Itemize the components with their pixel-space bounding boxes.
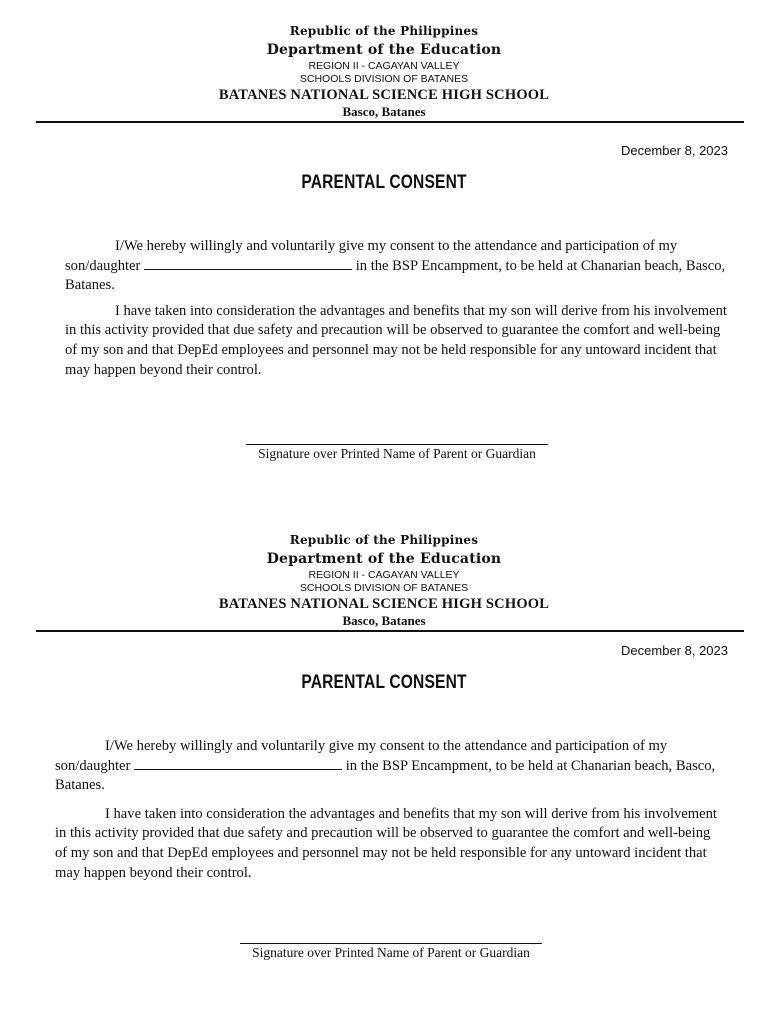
department-line: Department of the Education <box>266 42 502 58</box>
consent-paragraph-2: I have taken into consideration the advantages and benefits that my son will derive from his involvement in this activity provided that due safety and precaution will be observed to guarantee the comfort and well-being of my son and that DepEd employees and personnel may not be held responsible for any untoward incident that may happen beyond their control. <box>65 302 727 378</box>
consent-paragraph-2: I have taken into consideration the advantages and benefits that my son will derive from his involvement in this activity provided that due safety and precaution will be observed to guarantee the comfort and well-being of my son and that DepEd employees and personnel may not be held responsible for any untoward incident that may happen beyond their control. <box>55 805 717 881</box>
child-name-blank[interactable] <box>134 757 342 770</box>
consent-paragraph-1 <box>65 237 735 296</box>
form-title: PARENTAL CONSENT <box>301 672 467 693</box>
division-line: SCHOOLS DIVISION OF BATANES <box>299 73 469 85</box>
division-line: SCHOOLS DIVISION OF BATANES <box>299 582 469 594</box>
letter-date: December 8, 2023 <box>621 643 728 658</box>
consent-paragraph-1 <box>55 737 725 796</box>
school-location: Basco, Batanes <box>342 613 426 628</box>
consent-body <box>55 737 725 883</box>
letterhead <box>0 531 768 629</box>
consent-body <box>65 237 735 380</box>
letterhead <box>0 22 768 120</box>
header-divider <box>36 630 744 632</box>
school-name: BATANES NATIONAL SCIENCE HIGH SCHOOL <box>218 596 550 612</box>
consent-text-end: in the BSP Encampment, to be held at Chanarian beach, Basco, Batanes. <box>55 757 716 794</box>
department-line: Department of the Education <box>266 551 502 567</box>
region-line: REGION II - CAGAYAN VALLEY <box>308 569 460 581</box>
signature-line[interactable] <box>240 943 542 944</box>
consent-text-start: I/We hereby willingly and voluntarily give my consent to the attendance and participation of my son/daughter <box>55 738 668 774</box>
school-name: BATANES NATIONAL SCIENCE HIGH SCHOOL <box>218 87 550 103</box>
school-location: Basco, Batanes <box>342 104 426 119</box>
signature-label: Signature over Printed Name of Parent or Guardian <box>258 446 536 461</box>
consent-text-end: in the BSP Encampment, to be held at Chanarian beach, Basco, Batanes. <box>65 257 726 294</box>
letter-date: December 8, 2023 <box>621 143 728 158</box>
form-title: PARENTAL CONSENT <box>301 172 467 193</box>
signature-label: Signature over Printed Name of Parent or Guardian <box>252 945 530 960</box>
republic-line: Republic of the Philippines <box>289 533 479 547</box>
republic-line: Republic of the Philippines <box>289 24 479 38</box>
region-line: REGION II - CAGAYAN VALLEY <box>308 60 460 72</box>
child-name-blank[interactable] <box>144 257 352 270</box>
header-divider <box>36 121 744 123</box>
consent-text-start: I/We hereby willingly and voluntarily give my consent to the attendance and participation of my son/daughter <box>65 238 678 274</box>
signature-line[interactable] <box>246 444 548 445</box>
